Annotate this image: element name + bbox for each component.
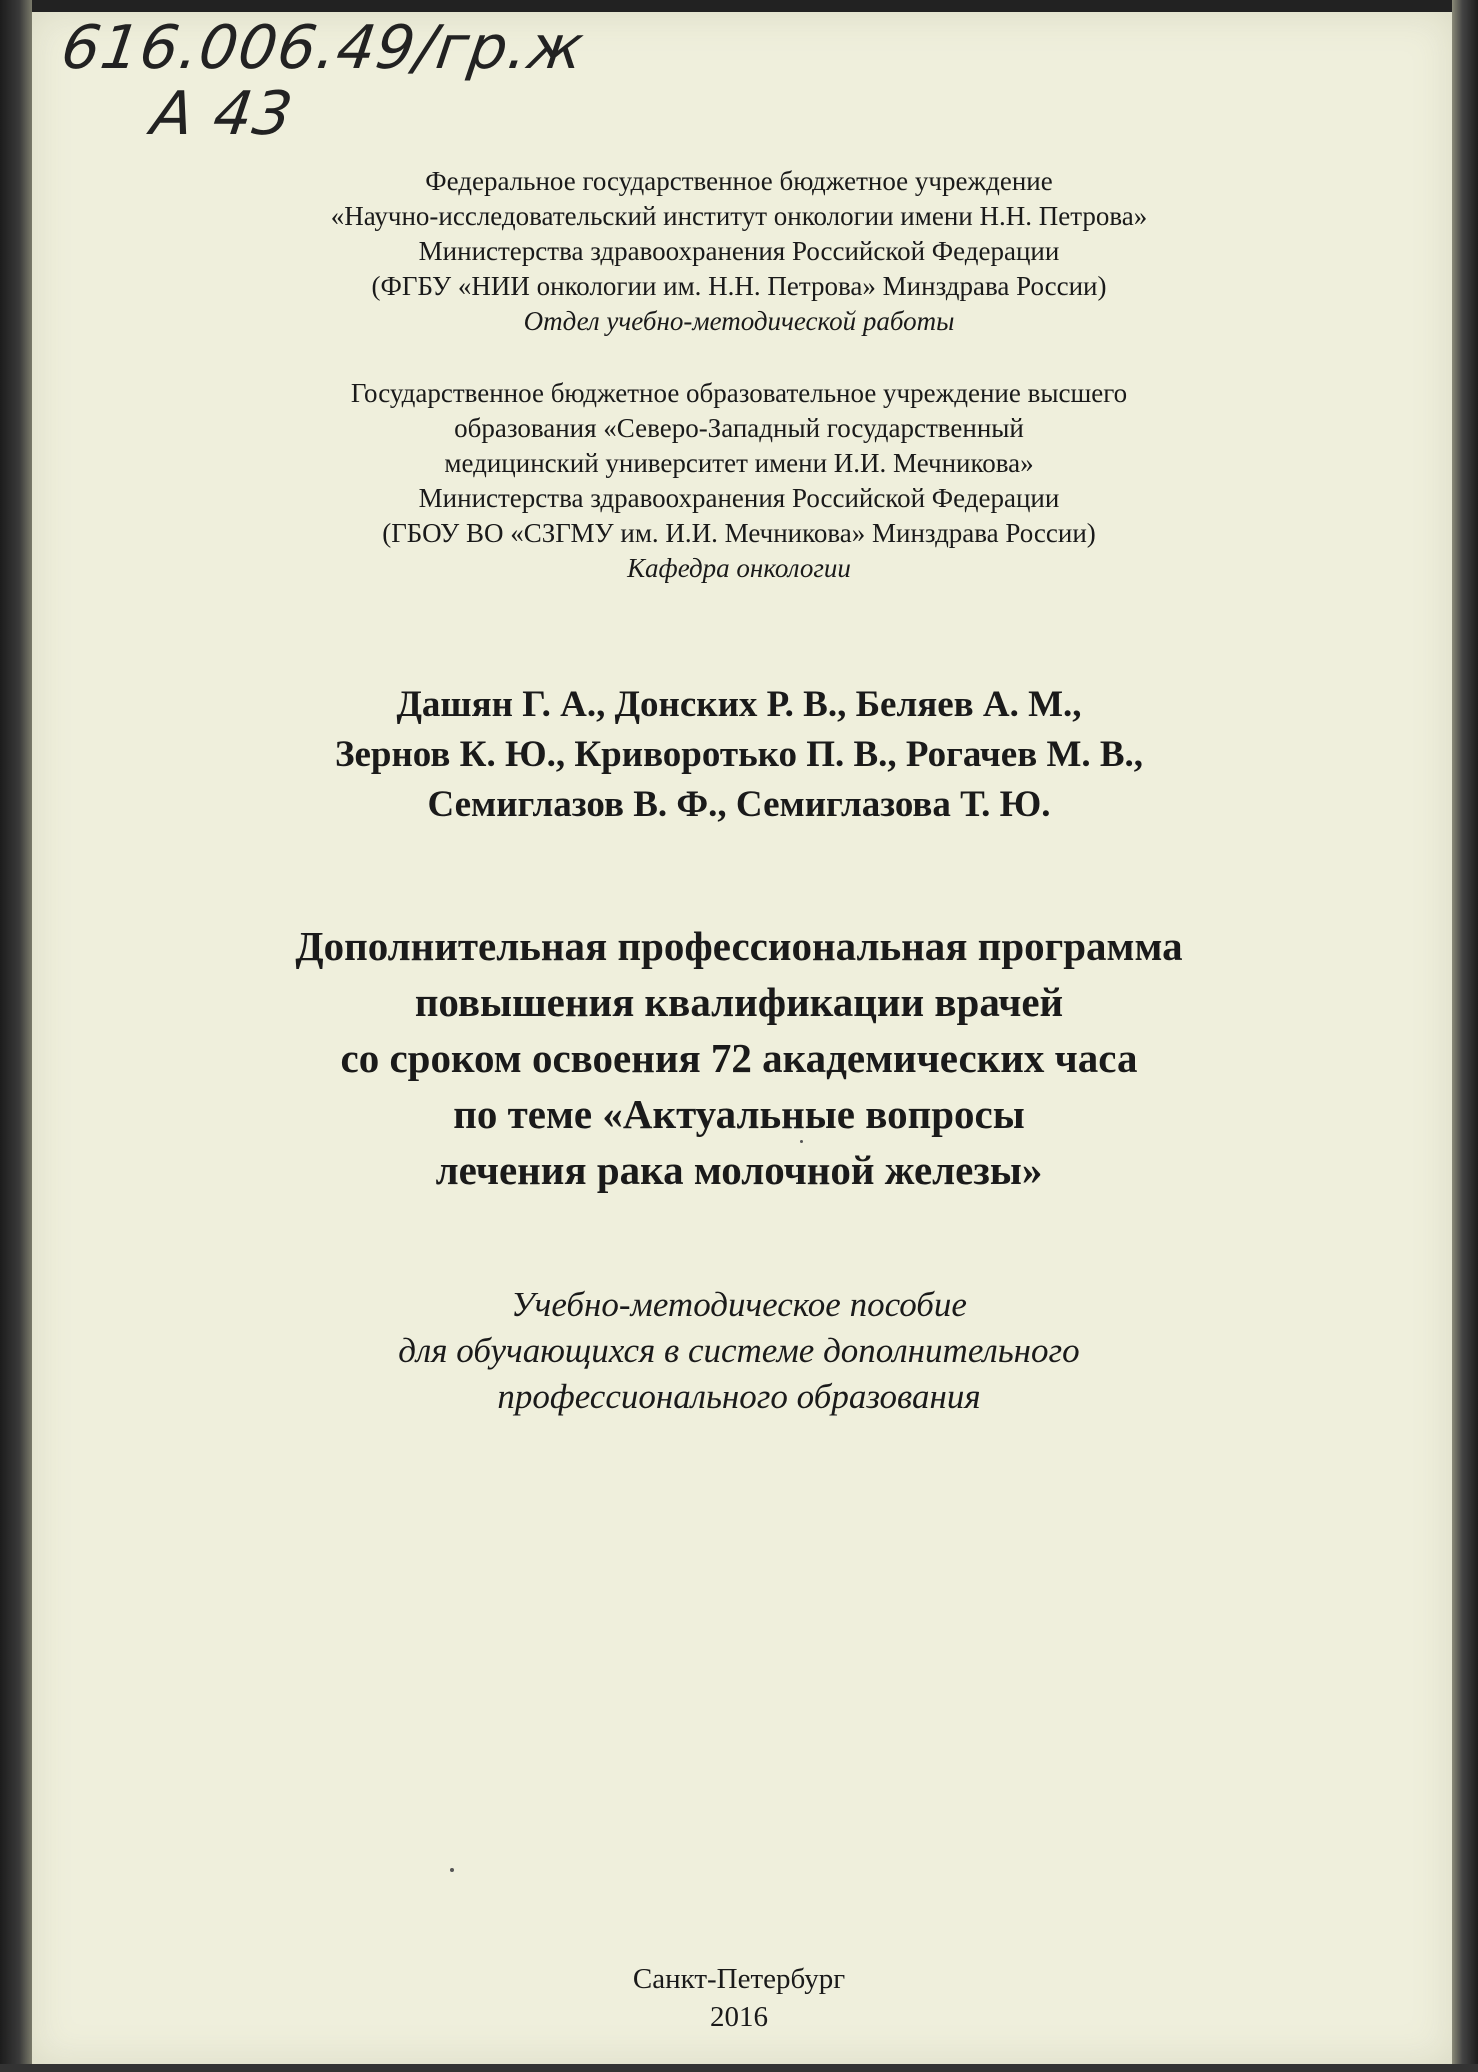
authors-line: Семиглазов В. Ф., Семиглазова Т. Ю. <box>427 784 1051 825</box>
institution-2-line: (ГБОУ ВО «СЗГМУ им. И.И. Мечникова» Минздрава России) <box>382 518 1096 548</box>
institution-2-department: Кафедра онкологии <box>627 553 851 583</box>
institution-1 <box>0 164 1478 339</box>
subtitle <box>0 1282 1478 1420</box>
authors <box>0 680 1478 830</box>
program-title-line: повышения квалификации врачей <box>414 979 1064 1025</box>
program-title-line: Дополнительная профессиональная программа <box>295 923 1183 969</box>
imprint <box>0 1960 1478 2036</box>
imprint-year: 2016 <box>710 2001 768 2033</box>
institution-2-line: Государственное бюджетное образовательное учреждение высшего <box>350 378 1128 408</box>
scan-edge-top <box>0 0 1478 12</box>
institution-1-line: Федеральное государственное бюджетное учреждение <box>425 166 1053 196</box>
authors-line: Дашян Г. А., Донских Р. В., Беляев А. М., <box>396 684 1082 725</box>
institution-2-line: образования «Северо-Западный государственный <box>454 413 1024 443</box>
subtitle-line: профессионального образования <box>497 1377 981 1416</box>
program-title-line: со сроком освоения 72 академических часа <box>340 1035 1138 1081</box>
institution-2 <box>0 376 1478 586</box>
program-title-line: лечения рака молочной железы» <box>435 1147 1043 1193</box>
institution-1-department: Отдел учебно-методической работы <box>523 306 955 336</box>
institution-1-line: Министерства здравоохранения Российской Федерации <box>418 236 1060 266</box>
institution-2-line: медицинский университет имени И.И. Мечникова» <box>444 448 1034 478</box>
handwritten-shelfmark <box>57 13 589 149</box>
imprint-city: Санкт-Петербург <box>632 1963 846 1995</box>
program-title-line: по теме «Актуальные вопросы <box>453 1091 1025 1137</box>
authors-line: Зернов К. Ю., Криворотько П. В., Рогачев М. В., <box>334 734 1144 775</box>
scan-edge-bottom <box>0 2064 1478 2072</box>
institution-2-line: Министерства здравоохранения Российской Федерации <box>418 483 1060 513</box>
program-title <box>0 918 1478 1198</box>
institution-1-line: (ФГБУ «НИИ онкологии им. Н.Н. Петрова» Минздрава России) <box>371 271 1107 301</box>
subtitle-line: Учебно-методическое пособие <box>511 1285 967 1324</box>
subtitle-line: для обучающихся в системе дополнительного <box>398 1331 1080 1370</box>
scan-speck <box>450 1868 454 1872</box>
shelfmark-classification: 616.006.49/гр.ж <box>57 13 589 83</box>
shelfmark-author-mark: А 43 <box>147 79 298 149</box>
institution-1-line: «Научно-исследовательский институт онкологии имени Н.Н. Петрова» <box>330 201 1148 231</box>
